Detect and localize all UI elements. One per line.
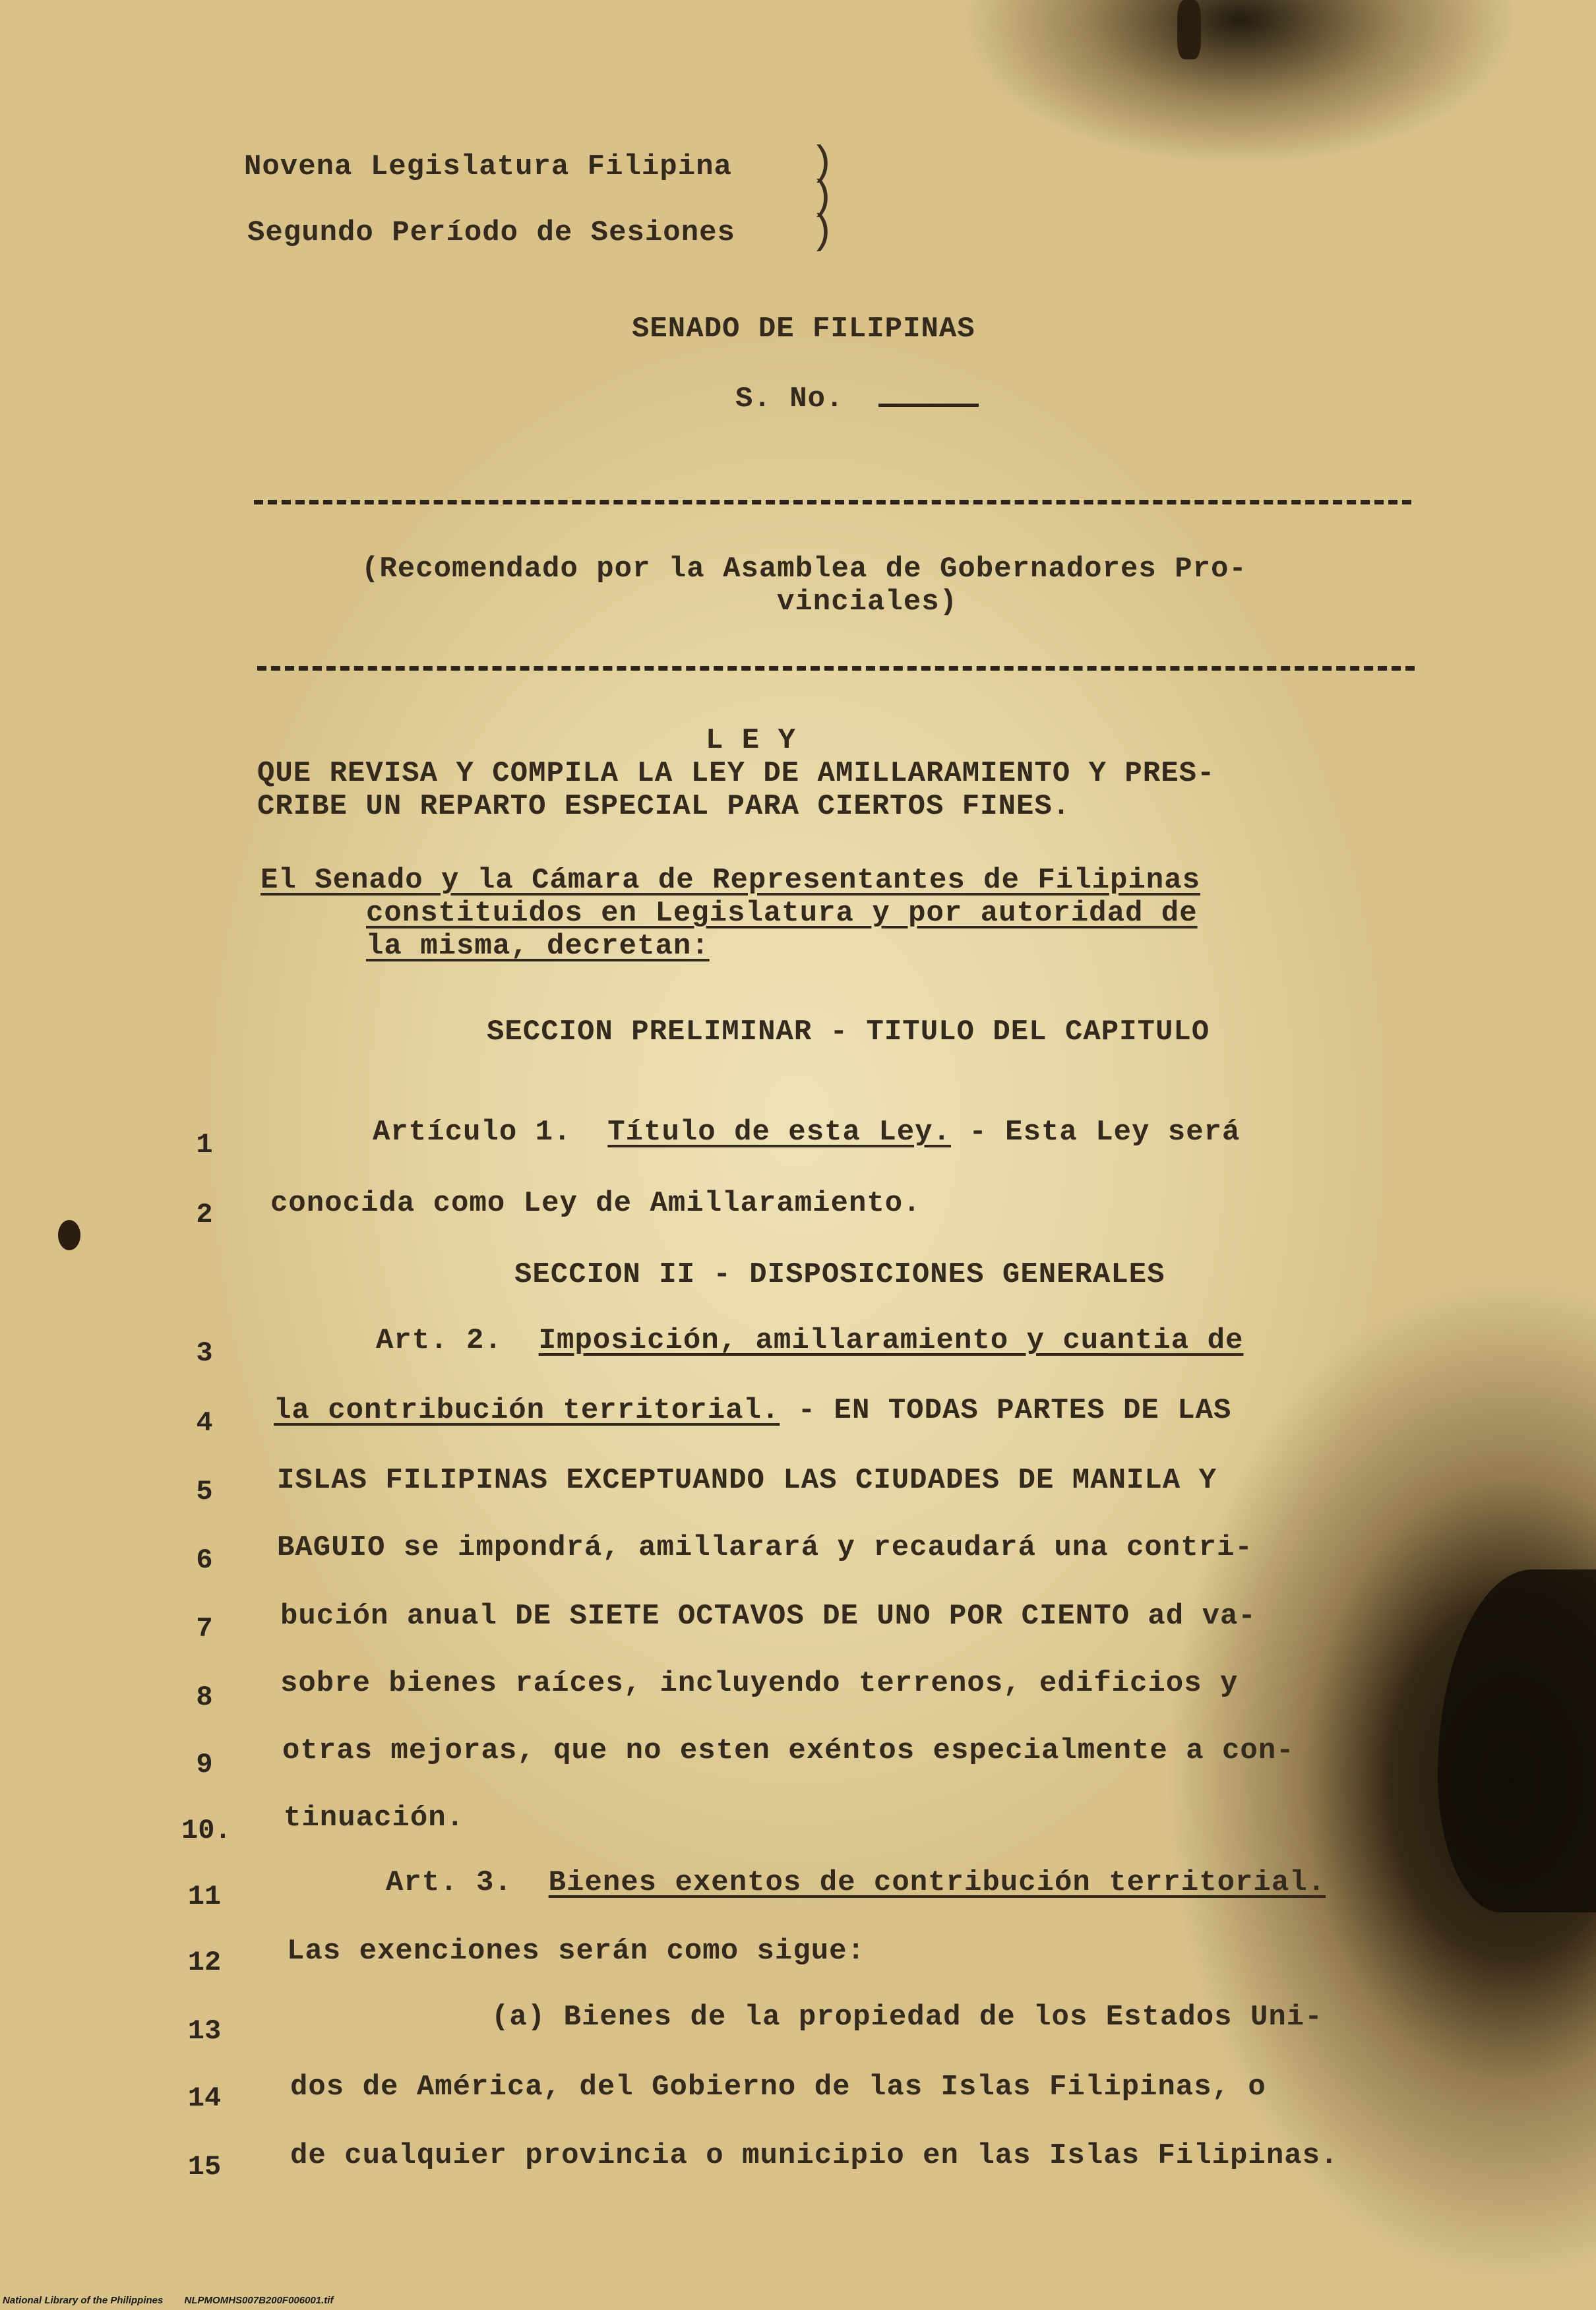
line-2: conocida como Ley de Amillaramiento. xyxy=(270,1187,921,1220)
article-label: Artículo 1. xyxy=(373,1116,572,1149)
burn-damage xyxy=(1438,1569,1596,1912)
article-label: Art. 3. xyxy=(386,1866,512,1899)
line-number: 1 xyxy=(196,1129,213,1161)
brace-mark: ) xyxy=(810,174,835,221)
brace-mark: ) xyxy=(810,140,835,187)
line-number: 4 xyxy=(196,1407,213,1439)
line-number: 6 xyxy=(196,1544,213,1576)
article-label: Art. 2. xyxy=(376,1324,503,1357)
line-12: Las exenciones serán como sigue: xyxy=(287,1935,865,1968)
chamber-title: SENADO DE FILIPINAS xyxy=(632,313,975,346)
line-number: 7 xyxy=(196,1613,213,1645)
recommendation-line-1: (Recomendado por la Asamblea de Gobernadores Pro- xyxy=(361,553,1247,586)
library-credit: National Library of the Philippines xyxy=(3,2295,164,2306)
legislature-name: Novena Legislatura Filipina xyxy=(244,150,732,183)
enacting-clause-line-1: El Senado y la Cámara de Representantes de Filipinas xyxy=(261,864,1201,897)
line-5: ISLAS FILIPINAS EXCEPTUANDO LAS CIUDADES DE MANILA Y xyxy=(277,1464,1217,1497)
line-number: 12 xyxy=(187,1947,222,1978)
scan-footer xyxy=(3,2295,352,2306)
recommendation-line-2: vinciales) xyxy=(777,586,958,619)
stain-spot xyxy=(58,1220,80,1250)
bill-number-blank xyxy=(878,404,979,407)
enacting-clause-line-2: constituidos en Legislatura y por autoridad de xyxy=(366,897,1198,930)
line-number: 15 xyxy=(187,2151,222,2183)
article-text: - Esta Ley será xyxy=(950,1116,1241,1149)
line-number: 9 xyxy=(196,1749,213,1780)
line-9: otras mejoras, que no esten exéntos especialmente a con- xyxy=(282,1734,1295,1767)
session-name: Segundo Período de Sesiones xyxy=(247,216,735,249)
article-heading: Título de esta Ley. xyxy=(607,1116,951,1149)
article-heading: la contribución territorial. xyxy=(274,1394,780,1427)
law-title-line-1: QUE REVISA Y COMPILA LA LEY DE AMILLARAMIENTO Y PRES- xyxy=(257,757,1215,790)
line-10: tinuación. xyxy=(284,1802,465,1835)
brace-mark: ) xyxy=(810,208,835,255)
line-8: sobre bienes raíces, incluyendo terrenos, edificios y xyxy=(280,1667,1239,1700)
line-number: 8 xyxy=(196,1682,213,1713)
section-preliminar-heading: SECCION PRELIMINAR - TITULO DEL CAPITULO xyxy=(487,1016,1210,1049)
line-number: 10. xyxy=(181,1815,231,1846)
bill-number-label: S. No. xyxy=(735,382,844,415)
line-14: dos de América, del Gobierno de las Islas Filipinas, o xyxy=(290,2071,1266,2104)
line-3 xyxy=(376,1324,1243,1357)
line-number: 3 xyxy=(196,1337,213,1369)
line-number: 11 xyxy=(187,1881,222,1912)
dashed-rule-top xyxy=(254,500,1411,504)
line-11 xyxy=(386,1866,1326,1899)
line-6: BAGUIO se impondrá, amillarará y recaudará una contri- xyxy=(277,1531,1253,1564)
file-id: NLPMOMHS007B200F006001.tif xyxy=(184,2295,334,2306)
line-1 xyxy=(373,1116,1240,1149)
enacting-clause-line-3: la misma, decretan: xyxy=(366,930,710,963)
article-text: - EN TODAS PARTES DE LAS xyxy=(780,1394,1232,1427)
section-ii-heading: SECCION II - DISPOSICIONES GENERALES xyxy=(514,1258,1165,1291)
line-number: 2 xyxy=(196,1199,213,1231)
law-label: L E Y xyxy=(706,724,797,757)
line-13: (a) Bienes de la propiedad de los Estados Uni- xyxy=(491,2001,1323,2034)
law-title-line-2: CRIBE UN REPARTO ESPECIAL PARA CIERTOS FINES. xyxy=(257,790,1071,823)
line-15: de cualquier provincia o municipio en las Islas Filipinas. xyxy=(290,2139,1339,2172)
article-heading: Bienes exentos de contribución territorial. xyxy=(548,1866,1326,1899)
line-number: 5 xyxy=(196,1476,213,1507)
line-number: 14 xyxy=(187,2082,222,2114)
stain-spot xyxy=(1177,0,1201,59)
dashed-rule-bottom xyxy=(257,666,1415,671)
line-4 xyxy=(274,1394,1231,1427)
article-heading: Imposición, amillaramiento y cuantia de xyxy=(538,1324,1244,1357)
line-7: bución anual DE SIETE OCTAVOS DE UNO POR CIENTO ad va- xyxy=(280,1600,1256,1633)
line-number: 13 xyxy=(187,2015,222,2047)
